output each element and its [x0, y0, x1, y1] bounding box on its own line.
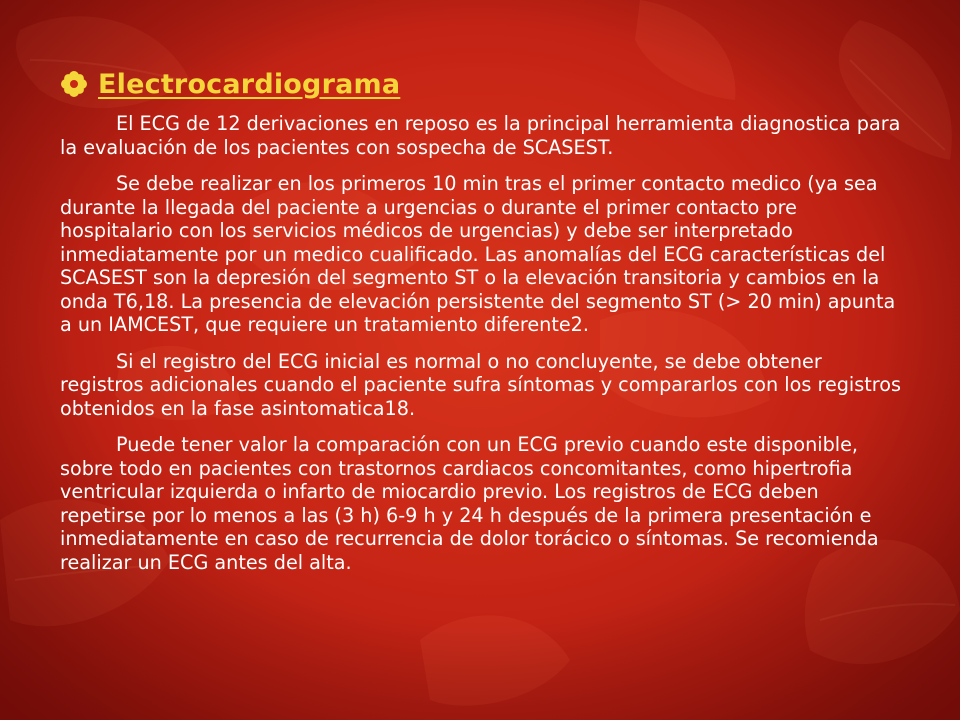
paragraph-ecg-timing: Se debe realizar en los primeros 10 min tras el primer contacto medico (ya sea durante la llegada del paciente a urgencias o durante el primer contacto pre hospitalario con los servicios médicos de urgencias) y debe ser interpretado inmediatamente por un medico cualificado. Las anomalías del ECG características del SCASEST son la depresión del segmento ST o la elevación transitoria y cambios en la onda T6,18. La presencia de elevación persistente del segmento ST (> 20 min) apunta a un IAMCEST, que requiere un tratamiento diferente2. [60, 172, 896, 336]
paragraph-ecg-additional: Si el registro del ECG inicial es normal o no concluyente, se debe obtener registros adicionales cuando el paciente sufra síntomas y compararlos con los registros obtenidos en la fase asintomatica18. [60, 349, 901, 420]
slide-title-link[interactable]: Electrocardiograma [98, 68, 401, 100]
gear-flower-bullet-icon [60, 70, 88, 98]
paragraph-ecg-comparison: Puede tener valor la comparación con un ECG previo cuando este disponible, sobre todo en pacientes con trastornos cardiacos concomitantes, como hipertrofia ventricular izquierda o infarto de miocardio previo. Los registros de ECG deben repetirse por lo menos a las (3 h) 6-9 h y 24 h después de la primera presentación e inmediatamente en caso de recurrencia de dolor torácico o síntomas. Se recomienda realizar un ECG antes del alta. [60, 433, 879, 574]
paragraph-ecg-intro: El ECG de 12 derivaciones en reposo es la principal herramienta diagnostica para la evaluación de los pacientes con sospecha de SCASEST. [60, 112, 901, 159]
title-row [60, 64, 908, 104]
slide-content [60, 64, 908, 587]
